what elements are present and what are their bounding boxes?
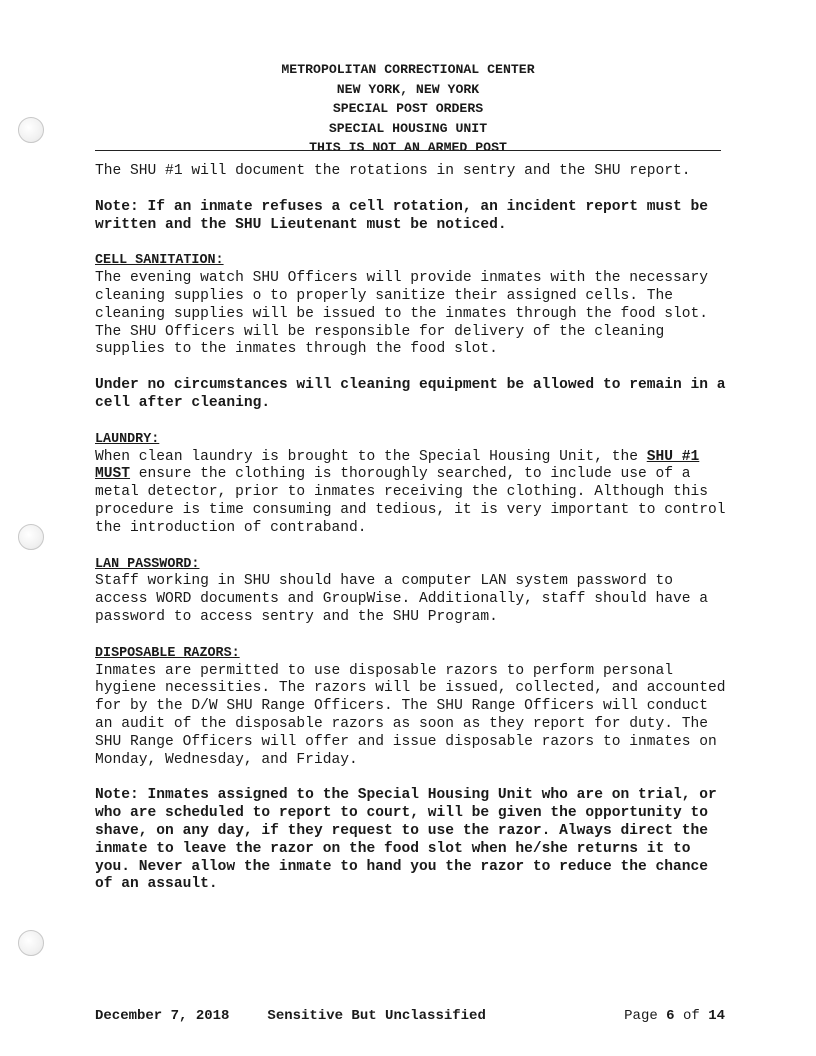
footer-date: December 7, 2018 xyxy=(95,1008,230,1024)
header-divider xyxy=(95,150,721,151)
header-location: NEW YORK, NEW YORK xyxy=(336,81,480,97)
page-current: 6 xyxy=(666,1008,675,1024)
section-text-laundry-a: When clean laundry is brought to the Special Housing Unit, the xyxy=(95,448,647,465)
header-post-status: THIS IS NOT AN ARMED POST xyxy=(309,140,507,155)
cleaning-rule: Under no circumstances will cleaning equipment be allowed to remain in a cell after cleaning. xyxy=(95,377,726,411)
punch-hole-bottom xyxy=(18,930,44,956)
section-disposable-razors xyxy=(95,645,727,770)
header-doc-type: SPECIAL POST ORDERS xyxy=(332,101,484,116)
document-header xyxy=(95,60,721,158)
section-text-laundry-b: ensure the clothing is thoroughly searched, to include use of a metal detector, prior to inmates receiving the clothing. Although this procedure is time consuming and tedious, it is very important to control the introduction of contraband. xyxy=(95,466,726,536)
footer-classification: Sensitive But Unclassified xyxy=(267,1008,486,1024)
page-prefix: Page xyxy=(624,1008,667,1024)
page-of: of xyxy=(674,1008,709,1024)
section-heading-cell-sanitation: CELL SANITATION: xyxy=(95,253,224,269)
header-unit: SPECIAL HOUSING UNIT xyxy=(328,120,488,136)
document-footer xyxy=(95,1008,725,1024)
header-institution: METROPOLITAN CORRECTIONAL CENTER xyxy=(281,62,535,77)
page-total: 14 xyxy=(708,1008,725,1024)
intro-paragraph: The SHU #1 will document the rotations in sentry and the SHU report. xyxy=(95,163,691,179)
section-text-disposable-razors: Inmates are permitted to use disposable razors to perform personal hygiene necessities. The razors will be issued, collected, and accounted for by the D/W SHU Range Officers. The SHU Range Officers will conduct an audit of the disposable razors as soon as they report for duty. The SHU Range Officers will offer and issue disposable razors to inmates on Monday, Wednesday, and Friday. xyxy=(95,662,726,768)
note-razor-court: Note: Inmates assigned to the Special Housing Unit who are on trial, or who are scheduled to report to court, will be given the opportunity to shave, on any day, if they request to use the razor. Always direct the inmate to leave the razor on the food slot when he/she returns it to you. Never allow the inmate to hand you the razor to reduce the chance of an assault. xyxy=(95,787,717,893)
punch-hole-middle xyxy=(18,524,44,550)
punch-hole-top xyxy=(18,117,44,143)
section-cell-sanitation xyxy=(95,252,727,359)
section-lan-password xyxy=(95,556,727,627)
section-heading-disposable-razors: DISPOSABLE RAZORS: xyxy=(95,645,240,661)
section-heading-laundry: LAUNDRY: xyxy=(95,431,160,447)
section-text-cell-sanitation: The evening watch SHU Officers will provide inmates with the necessary cleaning supplies o to properly sanitize their assigned cells. The cleaning supplies will be issued to the inmates through the food slot. The SHU Officers will be responsible for delivery of the cleaning supplies to the inmates through the food slot. xyxy=(95,270,709,358)
section-heading-lan-password: LAN PASSWORD: xyxy=(95,556,200,572)
section-laundry xyxy=(95,431,727,538)
footer-page-number xyxy=(624,1008,725,1024)
note-cell-rotation: Note: If an inmate refuses a cell rotation, an incident report must be written and the SHU Lieutenant must be noticed. xyxy=(95,198,709,233)
document-body xyxy=(95,163,727,894)
section-text-lan-password: Staff working in SHU should have a computer LAN system password to access WORD documents and GroupWise. Additionally, staff should have a password to access sentry and the SHU Program. xyxy=(95,573,709,625)
laundry-emphasis: SHU #1 MUST xyxy=(95,448,700,483)
